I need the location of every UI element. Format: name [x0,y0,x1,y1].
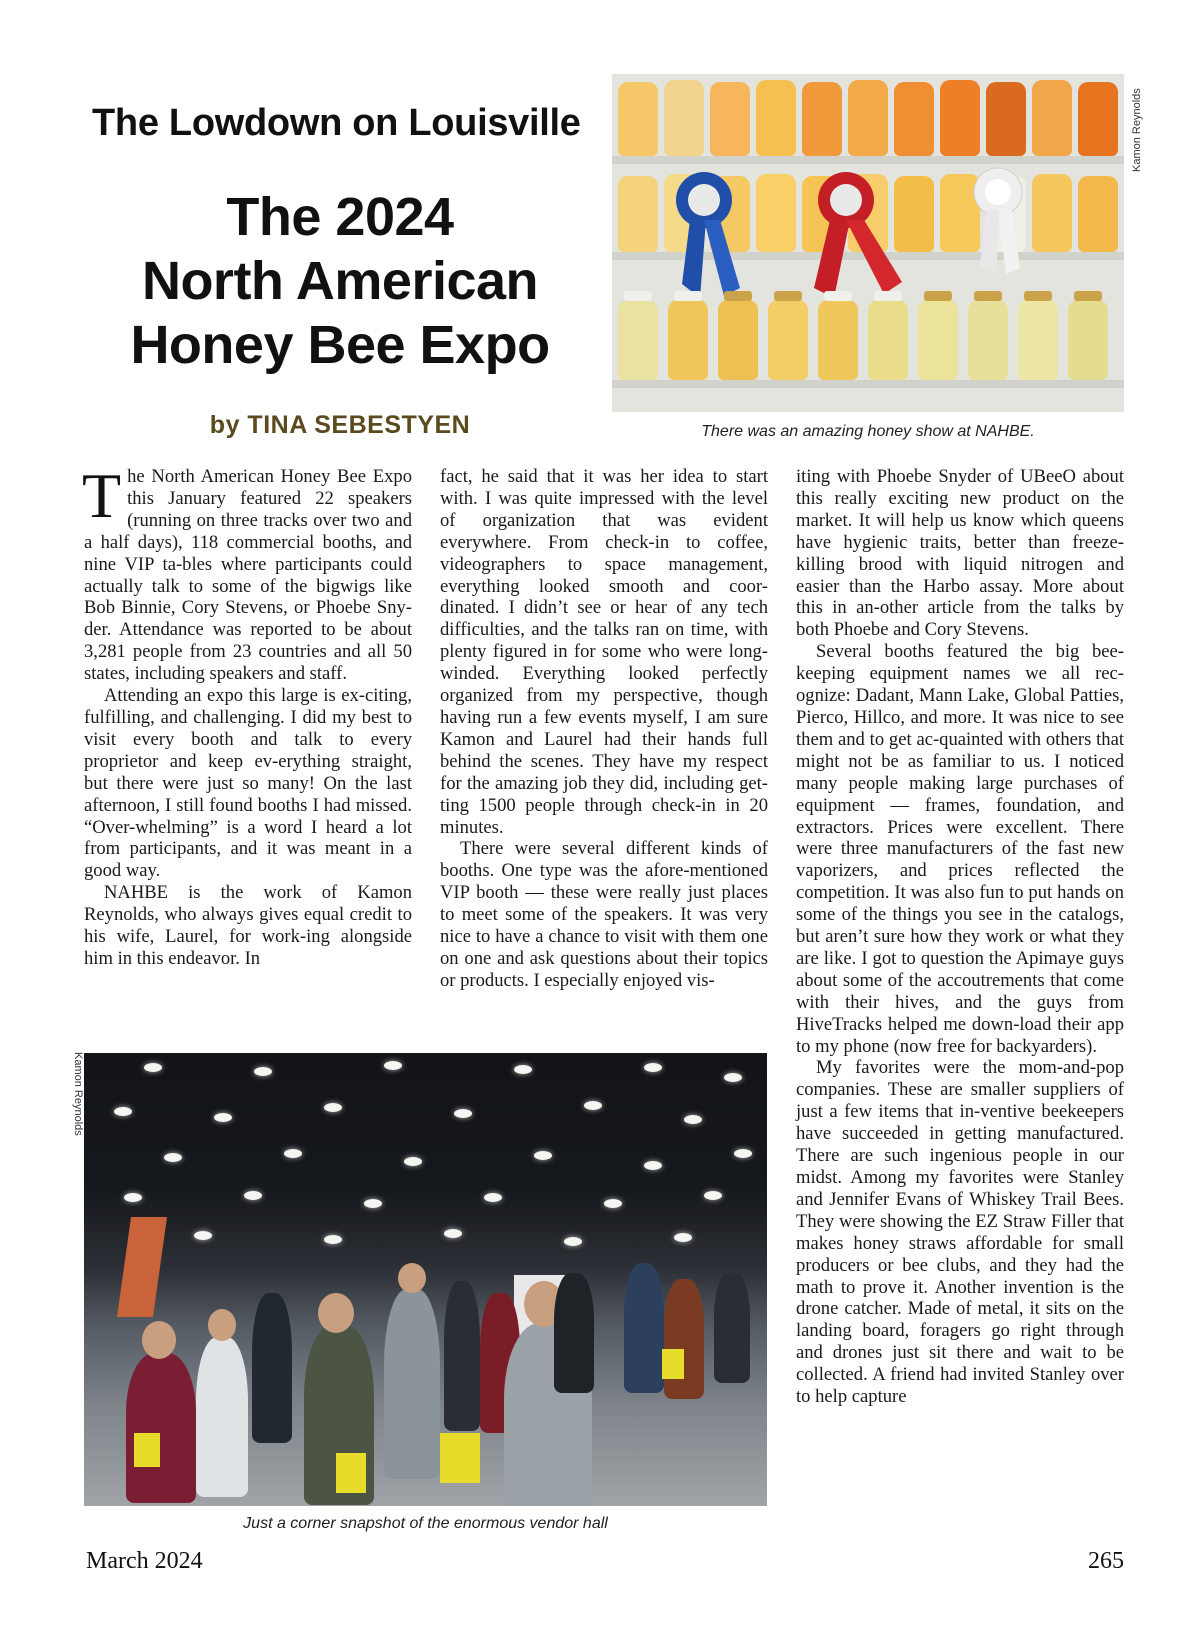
headline-line-3: Honey Bee Expo [130,315,550,375]
white-ribbon-icon [968,164,1028,274]
honey-jar [768,300,808,380]
article-paragraph: There were several different kinds of booths. One type was the afore-mentioned VIP booth — these were really just places to meet some of the speakers. It was very nice to have a chance to visit with them one on one and ask questions about their topics or products. I especially enjoyed vis- [440,838,768,991]
honey-jar [894,82,934,156]
kicker: The Lowdown on Louisville [92,102,581,144]
honey-jar [618,300,658,380]
headline-line-1: The 2024 [226,187,454,247]
honey-jar [1078,82,1118,156]
person [384,1289,440,1479]
tote-bag [662,1349,684,1379]
article-paragraph: NAHBE is the work of Kamon Reynolds, who always gives equal credit to his wife, Laurel, for work-ing alongside him in this endeavor. In [84,882,412,969]
honey-jar [1068,300,1108,380]
vendor-hall-photo [84,1053,767,1506]
honey-jar [802,82,842,156]
article-column-2 [440,466,768,992]
banner [117,1217,167,1317]
photo-caption: There was an amazing honey show at NAHBE. [701,423,1035,440]
honey-jar [710,82,750,156]
honey-show-photo [612,74,1124,412]
article-paragraph: fact, he said that it was her idea to start with. I was quite impressed with the level of organization that was evident everywhere. From check-in to coffee, videographers to space management, everything looked smooth and coor-dinated. I didn’t see or hear of any tech difficulties, and the talks ran on time, with plenty figured in for some who were long-winded. Everything looked perfectly organized from my perspective, though having run a few events myself, I am sure Kamon and Laurel had their hands full behind the scenes. They have my respect for the amazing job they did, including get-ting 1500 people through check-in in 20 minutes. [440,466,768,838]
honey-jar [1032,80,1072,156]
honey-jar [1032,174,1072,252]
honey-jar [940,80,980,156]
shelf [612,156,1124,164]
person [196,1337,248,1497]
article-paragraph: Attending an expo this large is ex-citing, fulfilling, and challenging. I did my best to visit every booth and talk to every proprietor and keep ev-erything straight, but there were just so many! On the last afternoon, I still found booths I had missed. “Over-whelming” is a word I heard a lot from participants, and it was meant in a good way. [84,685,412,882]
article-column-1 [82,460,412,970]
honey-jar [756,174,796,252]
drop-cap: T [82,460,122,531]
honey-jar [1078,176,1118,252]
honey-jar [618,176,658,252]
honey-jar [968,300,1008,380]
article-paragraph: Several booths featured the big bee-keeping equipment names we all rec-ognize: Dadant, Mann Lake, Global Patties, Pierco, Hillco, and more. It was nice to see them and to get ac-quainted with others that might not be as familiar to us. I noticed many people making large purchases of equipment — frames, foundation, and extractors. Prices were excellent. There were three manufacturers of the fast new vaporizers, and prices reflected the competition. It was also fun to put hands on some of the things you see in the catalogs, but aren’t sure how they work or what they are like. I got to question the Apimaye guys about some of the accoutrements that come with their hives, and the guys from HiveTracks helped me down-load their app to my phone (now free for backyarders). [796,641,1124,1057]
article-paragraph: The North American Honey Bee Expo this January featured 22 speakers (running on three tracks over two and a half days), 118 commercial booths, and nine VIP ta-bles where participants could actually talk to some of the bigwigs like Bob Binnie, Cory Stevens, or Phoebe Sny-der. Attendance was reported to be about 3,281 people from 23 countries and all 50 states, including speakers and staff. [82,460,412,685]
honey-jar [1018,300,1058,380]
article-paragraph: My favorites were the mom-and-pop companies. These are smaller suppliers of just a few items that in-ventive beekeepers have succeeded in getting manufactured. There are such ingenious people in our midst. Among my favorites were Stanley and Jennifer Evans of Whiskey Trail Bees. They were showing the EZ Straw Filler that makes honey straws affordable for small producers or bee clubs, and they had the math to prove it. Another invention is the drone catcher. Made of metal, it sits on the landing board, foragers go right through and drones just sit there and wait to be collected. A friend had invited Stanley over to help capture [796,1057,1124,1408]
photo-credit: Kamon Reynolds [72,1052,84,1136]
person [624,1263,664,1393]
blue-ribbon-icon [670,166,756,298]
headline [80,185,600,377]
person [126,1353,196,1503]
honey-jar [848,80,888,156]
person [554,1273,594,1393]
honey-jar [718,300,758,380]
person [664,1279,704,1399]
byline: by TINA SEBESTYEN [209,411,471,439]
red-ribbon-icon [808,166,908,298]
honey-jar [664,80,704,156]
article-column-3 [796,466,1124,1408]
honey-jar [756,80,796,156]
honey-jar [918,300,958,380]
honey-jar [668,300,708,380]
tote-bag [336,1453,366,1493]
page-number: 265 [1088,1548,1124,1574]
tote-bag [440,1433,480,1483]
honey-jar [818,300,858,380]
tote-bag [134,1433,160,1467]
article-paragraph: iting with Phoebe Snyder of UBeeO about this really exciting new product on the market. It will help us know which queens have hygienic traits, better than freeze-killing brood with liquid nitrogen and easier than the Harbo assay. More about this in an-other article from the talks by both Phoebe and Cory Stevens. [796,466,1124,641]
honey-jar [868,300,908,380]
person [444,1281,480,1431]
shelf [612,380,1124,388]
person [252,1293,292,1443]
person [714,1273,750,1383]
honey-jar [618,82,658,156]
photo-credit: Kamon Reynolds [1131,88,1143,172]
photo-caption: Just a corner snapshot of the enormous vendor hall [243,1515,608,1532]
headline-line-2: North American [141,251,539,311]
honey-jar [986,82,1026,156]
issue-date: March 2024 [86,1548,203,1574]
